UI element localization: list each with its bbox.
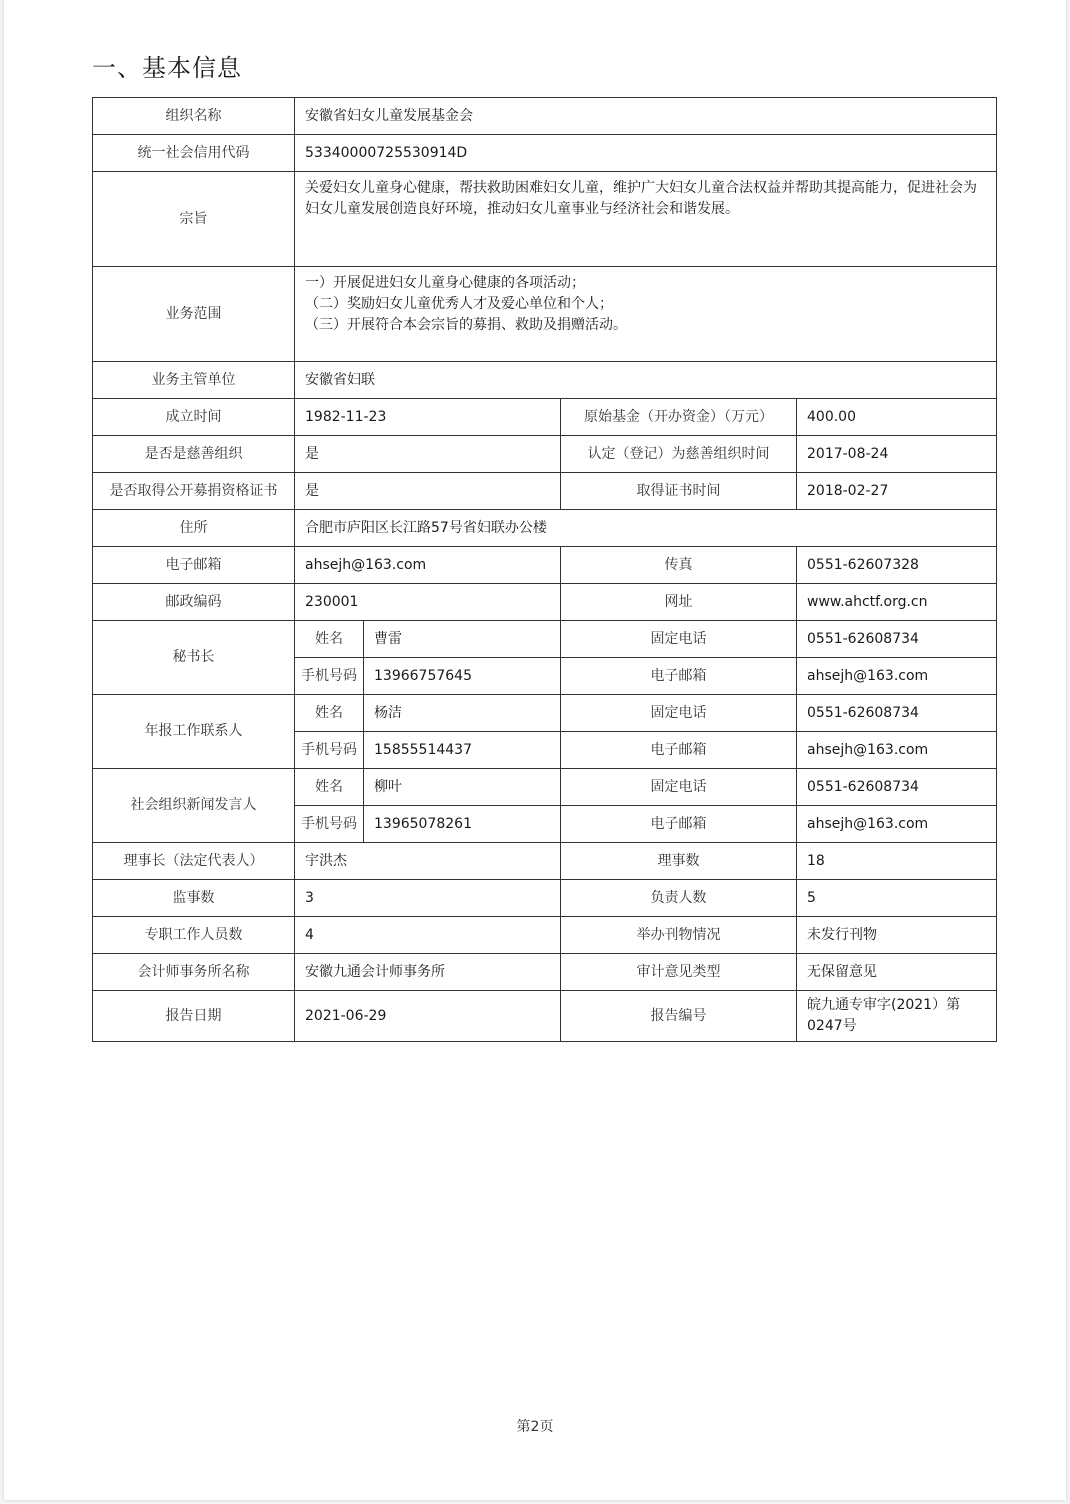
directors-count-value: 18 <box>797 843 997 880</box>
email-label: 电子邮箱 <box>93 547 295 584</box>
row-chair <box>93 843 997 880</box>
credit-code-label: 统一社会信用代码 <box>93 135 295 172</box>
postcode-label: 邮政编码 <box>93 584 295 621</box>
contact-email-label: 电子邮箱 <box>561 658 797 695</box>
row-org-name <box>93 98 997 135</box>
leaders-count-value: 5 <box>797 880 997 917</box>
document-page <box>4 0 1066 1500</box>
contact-name-label: 姓名 <box>295 769 364 806</box>
contact-phone-label: 固定电话 <box>561 695 797 732</box>
original-fund-label: 原始基金（开办资金）（万元） <box>561 399 797 436</box>
contact-phone: 0551-62608734 <box>797 769 997 806</box>
contact-role: 年报工作联系人 <box>93 695 295 769</box>
contact-mobile: 13965078261 <box>364 806 561 843</box>
fundraising-value: 是 <box>295 473 561 510</box>
row-fundraising <box>93 473 997 510</box>
credit-code-value: 53340000725530914D <box>295 135 997 172</box>
fundraising-label: 是否取得公开募捐资格证书 <box>93 473 295 510</box>
supervisors-count-label: 监事数 <box>93 880 295 917</box>
contact-mobile-label: 手机号码 <box>295 732 364 769</box>
row-staff <box>93 917 997 954</box>
publications-value: 未发行刊物 <box>797 917 997 954</box>
chair-value: 宇洪杰 <box>295 843 561 880</box>
row-postcode <box>93 584 997 621</box>
row-email <box>93 547 997 584</box>
charity-date-label: 认定（登记）为慈善组织时间 <box>561 436 797 473</box>
supervisors-count-value: 3 <box>295 880 561 917</box>
section-heading: 一、基本信息 <box>92 54 242 82</box>
chair-label: 理事长（法定代表人） <box>93 843 295 880</box>
contact-email-label: 电子邮箱 <box>561 732 797 769</box>
supervisor-label: 业务主管单位 <box>93 362 295 399</box>
contact-email: ahsejh@163.com <box>797 806 997 843</box>
fax-value: 0551-62607328 <box>797 547 997 584</box>
staff-count-value: 4 <box>295 917 561 954</box>
scope-label: 业务范围 <box>93 267 295 362</box>
report-date-label: 报告日期 <box>93 991 295 1042</box>
certificate-date-label: 取得证书时间 <box>561 473 797 510</box>
row-scope <box>93 267 997 362</box>
certificate-date-value: 2018-02-27 <box>797 473 997 510</box>
contact-email: ahsejh@163.com <box>797 732 997 769</box>
staff-count-label: 专职工作人员数 <box>93 917 295 954</box>
founded-label: 成立时间 <box>93 399 295 436</box>
row-founded <box>93 399 997 436</box>
leaders-count-label: 负责人数 <box>561 880 797 917</box>
address-value: 合肥市庐阳区长江路57号省妇联办公楼 <box>295 510 997 547</box>
contact-phone-label: 固定电话 <box>561 621 797 658</box>
directors-count-label: 理事数 <box>561 843 797 880</box>
contact-phone: 0551-62608734 <box>797 621 997 658</box>
purpose-value: 关爱妇女儿童身心健康，帮扶救助困难妇女儿童，维护广大妇女儿童合法权益并帮助其提高能力，促进社会为妇女儿童发展创造良好环境，推动妇女儿童事业与经济社会和谐发展。 <box>295 172 997 267</box>
accounting-firm-label: 会计师事务所名称 <box>93 954 295 991</box>
row-supervisor <box>93 362 997 399</box>
row-purpose <box>93 172 997 267</box>
audit-opinion-value: 无保留意见 <box>797 954 997 991</box>
contact-name-label: 姓名 <box>295 621 364 658</box>
website-value: www.ahctf.org.cn <box>797 584 997 621</box>
fax-label: 传真 <box>561 547 797 584</box>
row-supervisors <box>93 880 997 917</box>
contact-name: 柳叶 <box>364 769 561 806</box>
report-number-value: 皖九通专审字(2021）第0247号 <box>797 991 997 1042</box>
contact-email: ahsejh@163.com <box>797 658 997 695</box>
charity-value: 是 <box>295 436 561 473</box>
scope-value: 一）开展促进妇女儿童身心健康的各项活动； （二）奖励妇女儿童优秀人才及爱心单位和个人； （三）开展符合本会宗旨的募捐、救助及捐赠活动。 <box>295 267 997 362</box>
contact-mobile: 15855514437 <box>364 732 561 769</box>
contact-phone-label: 固定电话 <box>561 769 797 806</box>
contact-row <box>93 695 997 732</box>
row-charity <box>93 436 997 473</box>
contact-row <box>93 769 997 806</box>
contact-email-label: 电子邮箱 <box>561 806 797 843</box>
original-fund-value: 400.00 <box>797 399 997 436</box>
report-date-value: 2021-06-29 <box>295 991 561 1042</box>
postcode-value: 230001 <box>295 584 561 621</box>
contact-name: 杨洁 <box>364 695 561 732</box>
charity-date-value: 2017-08-24 <box>797 436 997 473</box>
address-label: 住所 <box>93 510 295 547</box>
website-label: 网址 <box>561 584 797 621</box>
row-report <box>93 991 997 1042</box>
audit-opinion-label: 审计意见类型 <box>561 954 797 991</box>
contact-role: 社会组织新闻发言人 <box>93 769 295 843</box>
contact-role: 秘书长 <box>93 621 295 695</box>
page-number: 第2页 <box>516 1419 554 1435</box>
org-name-value: 安徽省妇女儿童发展基金会 <box>295 98 997 135</box>
charity-label: 是否是慈善组织 <box>93 436 295 473</box>
row-credit-code <box>93 135 997 172</box>
publications-label: 举办刊物情况 <box>561 917 797 954</box>
accounting-firm-value: 安徽九通会计师事务所 <box>295 954 561 991</box>
contact-name: 曹雷 <box>364 621 561 658</box>
supervisor-value: 安徽省妇联 <box>295 362 997 399</box>
contact-mobile-label: 手机号码 <box>295 658 364 695</box>
contact-name-label: 姓名 <box>295 695 364 732</box>
contact-mobile-label: 手机号码 <box>295 806 364 843</box>
purpose-label: 宗旨 <box>93 172 295 267</box>
contact-phone: 0551-62608734 <box>797 695 997 732</box>
row-address <box>93 510 997 547</box>
contact-row <box>93 621 997 658</box>
contact-mobile: 13966757645 <box>364 658 561 695</box>
org-name-label: 组织名称 <box>93 98 295 135</box>
basic-info-table <box>92 97 997 1042</box>
report-number-label: 报告编号 <box>561 991 797 1042</box>
email-value: ahsejh@163.com <box>295 547 561 584</box>
founded-value: 1982-11-23 <box>295 399 561 436</box>
row-accounting <box>93 954 997 991</box>
